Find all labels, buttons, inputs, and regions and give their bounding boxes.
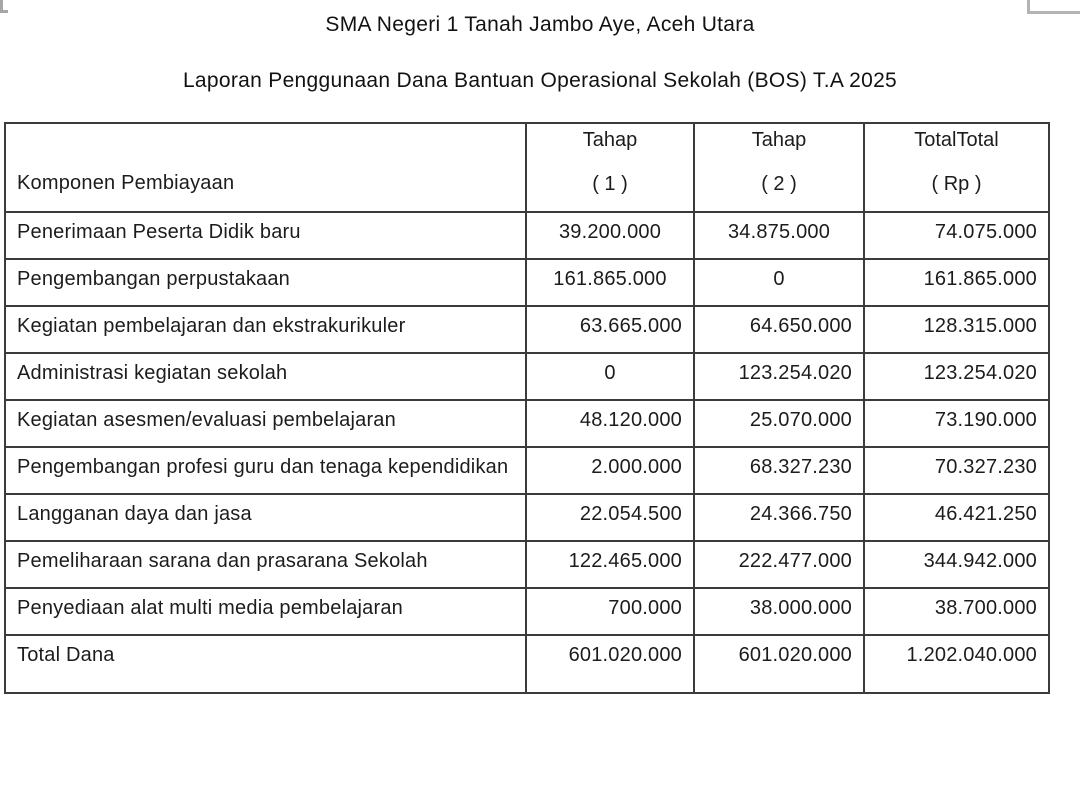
tahap1-cell: 39.200.000 [526, 212, 694, 259]
header-tahap-2 [694, 123, 864, 212]
komponen-cell: Penyediaan alat multi media pembelajaran [5, 588, 526, 635]
tahap2-cell: 25.070.000 [694, 400, 864, 447]
tahap2-cell: 601.020.000 [694, 635, 864, 693]
tahap1-cell: 48.120.000 [526, 400, 694, 447]
header-total-unit: ( Rp ) [931, 173, 982, 195]
total-cell: 74.075.000 [864, 212, 1049, 259]
komponen-cell: Kegiatan asesmen/evaluasi pembelajaran [5, 400, 526, 447]
tahap1-cell: 700.000 [526, 588, 694, 635]
page-title: SMA Negeri 1 Tanah Jambo Aye, Aceh Utara [325, 13, 755, 36]
total-cell: 46.421.250 [864, 494, 1049, 541]
header-tahap-1-number: ( 1 ) [592, 173, 628, 195]
total-cell: 123.254.020 [864, 353, 1049, 400]
total-cell: 344.942.000 [864, 541, 1049, 588]
komponen-cell: Pemeliharaan sarana dan prasarana Sekolah [5, 541, 526, 588]
total-cell: 128.315.000 [864, 306, 1049, 353]
tahap2-cell: 34.875.000 [694, 212, 864, 259]
total-cell: 161.865.000 [864, 259, 1049, 306]
table-row [5, 353, 1049, 400]
total-cell: 38.700.000 [864, 588, 1049, 635]
report-title: Laporan Penggunaan Dana Bantuan Operasional Sekolah (BOS) T.A 2025 [182, 69, 898, 92]
komponen-cell: Pengembangan profesi guru dan tenaga kependidikan [5, 447, 526, 494]
table-header-row [5, 123, 1049, 212]
komponen-cell: Penerimaan Peserta Didik baru [5, 212, 526, 259]
komponen-cell: Kegiatan pembelajaran dan ekstrakurikuler [5, 306, 526, 353]
tahap1-cell: 601.020.000 [526, 635, 694, 693]
header-komponen-pembiayaan: Komponen Pembiayaan [5, 123, 526, 212]
tahap2-cell: 24.366.750 [694, 494, 864, 541]
tahap1-cell: 2.000.000 [526, 447, 694, 494]
header-tahap-1-label: Tahap [582, 129, 638, 151]
table-row [5, 588, 1049, 635]
tahap2-cell: 64.650.000 [694, 306, 864, 353]
header-total [864, 123, 1049, 212]
header-total-label: TotalTotal [914, 129, 999, 151]
header-tahap-1 [526, 123, 694, 212]
tahap1-cell: 122.465.000 [526, 541, 694, 588]
table-row [5, 494, 1049, 541]
corner-mark-top-left-icon [0, 0, 8, 13]
tahap2-cell: 38.000.000 [694, 588, 864, 635]
tahap2-cell: 123.254.020 [694, 353, 864, 400]
header-tahap-2-label: Tahap [751, 129, 807, 151]
tahap1-cell: 22.054.500 [526, 494, 694, 541]
tahap2-cell: 222.477.000 [694, 541, 864, 588]
komponen-cell: Administrasi kegiatan sekolah [5, 353, 526, 400]
table-row [5, 400, 1049, 447]
tahap2-cell: 68.327.230 [694, 447, 864, 494]
header-tahap-2-number: ( 2 ) [761, 173, 797, 195]
tahap1-cell: 161.865.000 [526, 259, 694, 306]
table-row [5, 212, 1049, 259]
bos-report-table [4, 122, 1050, 694]
total-cell: 73.190.000 [864, 400, 1049, 447]
corner-mark-top-right-icon [1027, 0, 1080, 14]
table-row [5, 447, 1049, 494]
table-row [5, 306, 1049, 353]
tahap1-cell: 0 [526, 353, 694, 400]
tahap1-cell: 63.665.000 [526, 306, 694, 353]
total-cell: 1.202.040.000 [864, 635, 1049, 693]
total-cell: 70.327.230 [864, 447, 1049, 494]
komponen-cell: Total Dana [5, 635, 526, 693]
komponen-cell: Langganan daya dan jasa [5, 494, 526, 541]
table-row-total-dana [5, 635, 1049, 693]
tahap2-cell: 0 [694, 259, 864, 306]
table-row [5, 259, 1049, 306]
komponen-cell: Pengembangan perpustakaan [5, 259, 526, 306]
table-row [5, 541, 1049, 588]
